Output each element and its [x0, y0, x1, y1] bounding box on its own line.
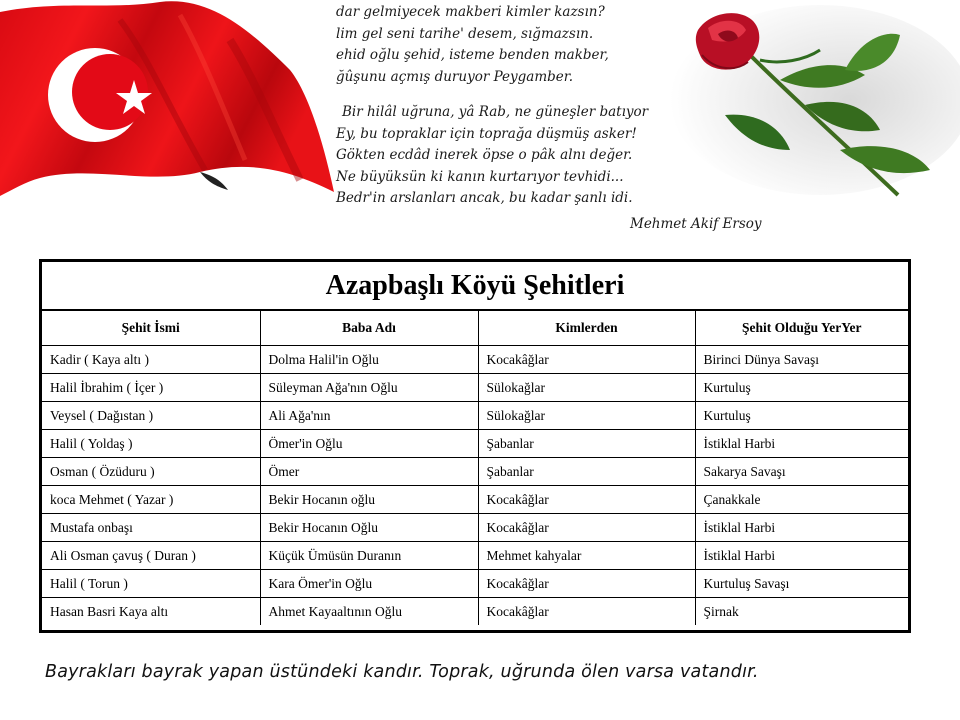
cell-father-name: Süleyman Ağa'nın Oğlu [260, 374, 478, 402]
cell-family: Kocakâğlar [478, 486, 695, 514]
table-row [42, 514, 908, 542]
cell-martyr-name: Halil ( Torun ) [42, 570, 260, 598]
poem-line: ğûşunu açmış duruyor Peygamber. [336, 68, 574, 85]
cell-place: Birinci Dünya Savaşı [695, 346, 908, 374]
table-row [42, 598, 908, 626]
cell-martyr-name: Halil İbrahim ( İçer ) [42, 374, 260, 402]
cell-family: Sülokağlar [478, 402, 695, 430]
cell-father-name: Bekir Hocanın Oğlu [260, 514, 478, 542]
cell-place: Sakarya Savaşı [695, 458, 908, 486]
column-header-family: Kimlerden [478, 310, 695, 346]
poem-line: lim gel seni tarihe' desem, sığmazsın. [336, 25, 594, 42]
cell-father-name: Kara Ömer'in Oğlu [260, 570, 478, 598]
table-header-row [42, 310, 908, 346]
poem-line: Ne büyüksün ki kanın kurtarıyor tevhidi... [336, 168, 624, 185]
table-row [42, 542, 908, 570]
column-header-place: Şehit Olduğu YerYer [695, 310, 908, 346]
table-row [42, 430, 908, 458]
cell-martyr-name: Kadir ( Kaya altı ) [42, 346, 260, 374]
cell-father-name: Bekir Hocanın oğlu [260, 486, 478, 514]
cell-place: İstiklal Harbi [695, 542, 908, 570]
cell-place: Kurtuluş [695, 374, 908, 402]
cell-father-name: Dolma Halil'in Oğlu [260, 346, 478, 374]
poem-line: Gökten ecdâd inerek öpse o pâk alnı değer. [336, 147, 633, 163]
poem-line: Ey, bu topraklar için toprağa düşmüş asker! [336, 125, 637, 142]
martyrs-table [39, 259, 911, 633]
cell-place: Çanakkale [695, 486, 908, 514]
cell-place: Kurtuluş Savaşı [695, 570, 908, 598]
cell-martyr-name: koca Mehmet ( Yazar ) [42, 486, 260, 514]
cell-family: Sülokağlar [478, 374, 695, 402]
cell-family: Kocakâğlar [478, 570, 695, 598]
table-title: Azapbaşlı Köyü Şehitleri [42, 262, 908, 310]
cell-martyr-name: Osman ( Özüduru ) [42, 458, 260, 486]
poem-line: Bedr'in arslanları ancak, bu kadar şanlı idi. [336, 190, 633, 206]
cell-father-name: Ömer [260, 458, 478, 486]
table-row [42, 346, 908, 374]
poem-line: dar gelmiyecek makberi kimler kazsın? [336, 4, 605, 20]
table-row [42, 402, 908, 430]
cell-father-name: Ömer'in Oğlu [260, 430, 478, 458]
cell-martyr-name: Mustafa onbaşı [42, 514, 260, 542]
cell-family: Şabanlar [478, 430, 695, 458]
cell-father-name: Küçük Ümüsün Duranın [260, 542, 478, 570]
column-header-martyr-name: Şehit İsmi [42, 310, 260, 346]
red-rose-image [630, 0, 960, 205]
poem [336, 2, 649, 210]
cell-family: Kocakâğlar [478, 598, 695, 626]
cell-martyr-name: Veysel ( Dağıstan ) [42, 402, 260, 430]
cell-place: Şirnak [695, 598, 908, 626]
cell-father-name: Ahmet Kayaaltının Oğlu [260, 598, 478, 626]
cell-place: İstiklal Harbi [695, 514, 908, 542]
poem-line: ehid oğlu şehid, isteme benden makber, [336, 47, 609, 63]
table-row [42, 570, 908, 598]
cell-family: Kocakâğlar [478, 514, 695, 542]
table-row [42, 458, 908, 486]
cell-family: Mehmet kahyalar [478, 542, 695, 570]
column-header-father-name: Baba Adı [260, 310, 478, 346]
cell-martyr-name: Halil ( Yoldaş ) [42, 430, 260, 458]
poem-author: Mehmet Akif Ersoy [630, 216, 762, 232]
cell-family: Şabanlar [478, 458, 695, 486]
poem-line: Bir hilâl uğruna, yâ Rab, ne güneşler batıyor [342, 104, 649, 120]
table-row [42, 374, 908, 402]
cell-place: İstiklal Harbi [695, 430, 908, 458]
cell-family: Kocakâğlar [478, 346, 695, 374]
cell-martyr-name: Ali Osman çavuş ( Duran ) [42, 542, 260, 570]
cell-father-name: Ali Ağa'nın [260, 402, 478, 430]
cell-martyr-name: Hasan Basri Kaya altı [42, 598, 260, 626]
cell-place: Kurtuluş [695, 402, 908, 430]
turkish-flag-image [0, 0, 335, 200]
footer-quote: Bayrakları bayrak yapan üstündeki kandır. Toprak, uğrunda ölen varsa vatandır. [45, 662, 759, 682]
table-row [42, 486, 908, 514]
